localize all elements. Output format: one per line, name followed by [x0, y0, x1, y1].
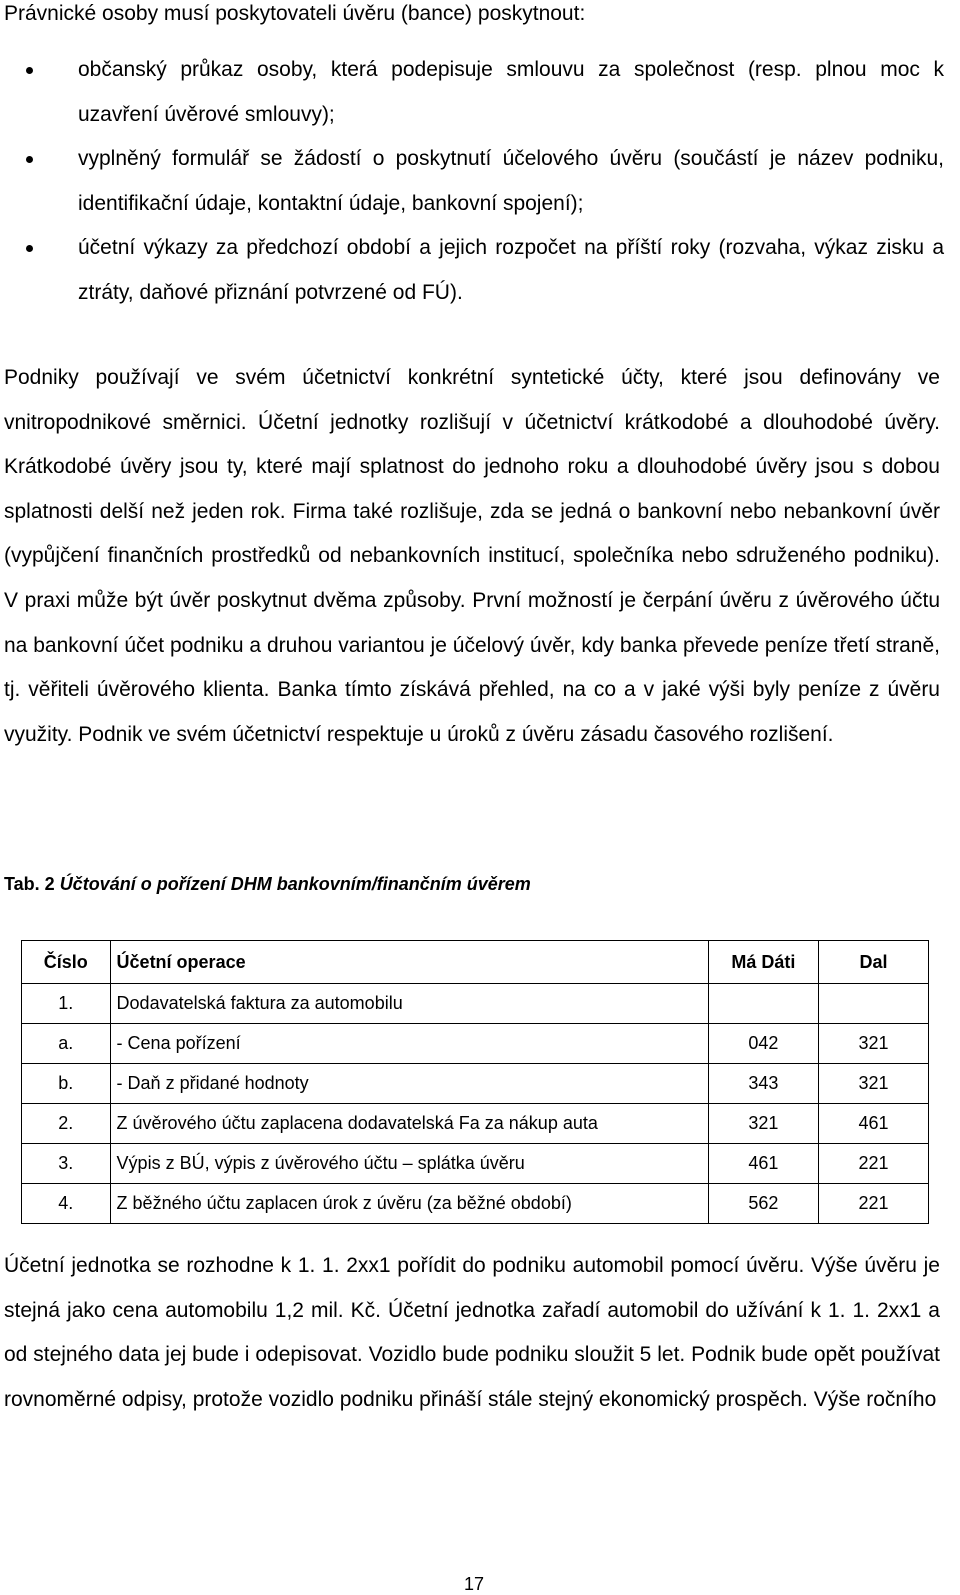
cell-operace: Z běžného účtu zaplacen úrok z úvěru (za běžné období): [110, 1184, 708, 1224]
cell-cislo: 2.: [22, 1104, 111, 1144]
header-dal: Dal: [818, 941, 928, 984]
header-ma-dati: Má Dáti: [708, 941, 818, 984]
table-row: [22, 984, 929, 1024]
table-row: [22, 1024, 929, 1064]
table-row: [22, 1184, 929, 1224]
accounting-table: [21, 940, 929, 1224]
list-item-text: občanský průkaz osoby, která podepisuje smlouvu za společnost (resp. plnou moc k uzavření úvěrové smlouvy);: [78, 58, 944, 126]
requirements-list: [4, 48, 944, 315]
list-item-text: účetní výkazy za předchozí období a jejich rozpočet na příští roky (rozvaha, výkaz zisku a ztráty, daňové přiznání potvrzené od FÚ).: [78, 236, 944, 304]
cell-cislo: b.: [22, 1064, 111, 1104]
list-item: [4, 226, 944, 315]
table-caption: [4, 874, 531, 895]
table-caption-title: Účtování o pořízení DHM bankovním/finančním úvěrem: [59, 874, 531, 894]
cell-dal: 321: [818, 1024, 928, 1064]
cell-cislo: 1.: [22, 984, 111, 1024]
cell-dal: 461: [818, 1104, 928, 1144]
table-row: [22, 1064, 929, 1104]
table-row: [22, 1104, 929, 1144]
cell-ma-dati: 042: [708, 1024, 818, 1064]
cell-ma-dati: 321: [708, 1104, 818, 1144]
bullet-icon: [26, 156, 33, 163]
intro-line: Právnické osoby musí poskytovateli úvěru (bance) poskytnout:: [4, 2, 586, 25]
cell-cislo: 3.: [22, 1144, 111, 1184]
cell-dal: 321: [818, 1064, 928, 1104]
cell-ma-dati: 461: [708, 1144, 818, 1184]
cell-dal: 221: [818, 1144, 928, 1184]
body-paragraph: Podniky používají ve svém účetnictví konkrétní syntetické účty, které jsou definovány ve vnitropodnikové směrnici. Účetní jednotky rozlišují v účetnictví krátkodobé a dlouhodobé úvěry. Krátkodobé úvěry jsou ty, které mají splatnost do jednoho roku a dlouhodobé úvěry jsou s dobou splatnosti delší než jeden rok. Firma také rozlišuje, zda se jedná o bankovní nebo nebankovní úvěr (vypůjčení finančních prostředků od nebankovních institucí, společníka nebo sdruženého podniku). V praxi může být úvěr poskytnut dvěma způsoby. První možností je čerpání úvěru z úvěrového účtu na bankovní účet podniku a druhou variantou je účelový úvěr, kdy banka převede peníze třetí straně, tj. věřiteli úvěrového klienta. Banka tímto získává přehled, na co a v jaké výši byly peníze z úvěru využity. Podnik ve svém účetnictví respektuje u úroků z úvěru zásadu časového rozlišení.: [4, 366, 940, 746]
table-row: [22, 1144, 929, 1184]
list-item-text: vyplněný formulář se žádostí o poskytnutí účelového úvěru (součástí je název podniku, identifikační údaje, kontaktní údaje, bankovní spojení);: [78, 147, 944, 215]
list-item: [4, 137, 944, 226]
bullet-icon: [26, 67, 33, 74]
cell-operace: - Cena pořízení: [110, 1024, 708, 1064]
cell-operace: Z úvěrového účtu zaplacena dodavatelská Fa za nákup auta: [110, 1104, 708, 1144]
header-operace: Účetní operace: [110, 941, 708, 984]
cell-cislo: a.: [22, 1024, 111, 1064]
cell-operace: - Daň z přidané hodnoty: [110, 1064, 708, 1104]
cell-cislo: 4.: [22, 1184, 111, 1224]
list-item: [4, 48, 944, 137]
cell-dal: 221: [818, 1184, 928, 1224]
body-paragraph: Účetní jednotka se rozhodne k 1. 1. 2xx1 pořídit do podniku automobil pomocí úvěru. Výše úvěru je stejná jako cena automobilu 1,2 mil. Kč. Účetní jednotka zařadí automobil do užívání k 1. 1. 2xx1 a od stejného data jej bude i odepisovat. Vozidlo bude podniku sloužit 5 let. Podnik bude opět používat rovnoměrné odpisy, protože vozidlo podniku přináší stále stejný ekonomický prospěch. Výše ročního: [4, 1254, 940, 1411]
page-number: 17: [463, 1574, 485, 1594]
cell-operace: Dodavatelská faktura za automobilu: [110, 984, 708, 1024]
cell-ma-dati: 343: [708, 1064, 818, 1104]
cell-dal: [818, 984, 928, 1024]
cell-ma-dati: [708, 984, 818, 1024]
cell-operace: Výpis z BÚ, výpis z úvěrového účtu – splátka úvěru: [110, 1144, 708, 1184]
table-header-row: [22, 941, 929, 984]
bullet-icon: [26, 245, 33, 252]
table-caption-label: Tab. 2: [4, 874, 60, 894]
header-cislo: Číslo: [22, 941, 111, 984]
cell-ma-dati: 562: [708, 1184, 818, 1224]
